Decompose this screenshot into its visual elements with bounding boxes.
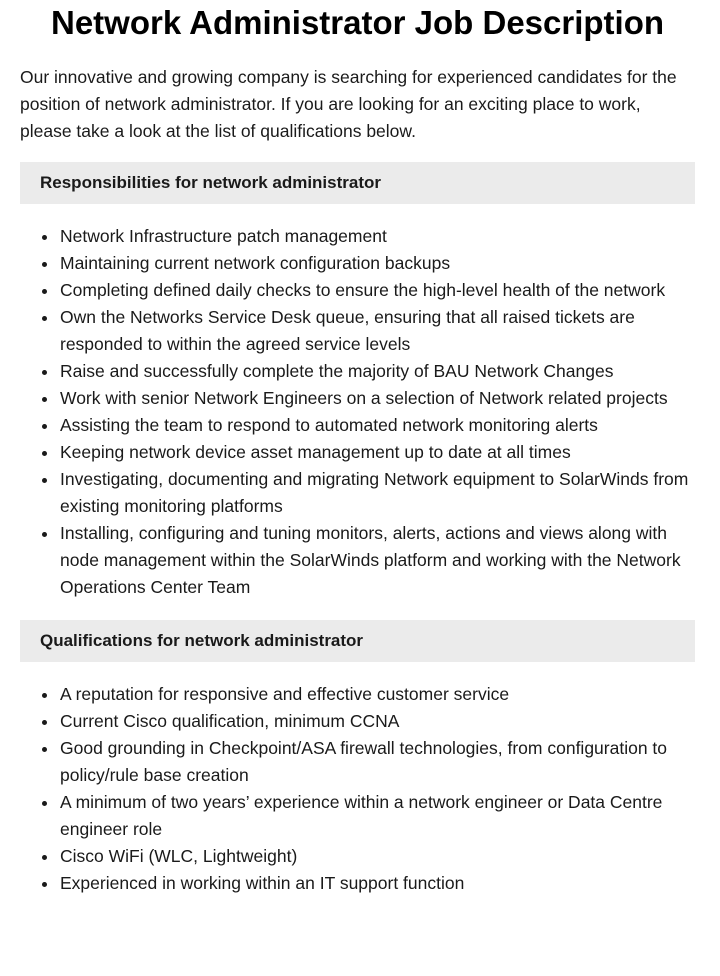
list-item: Assisting the team to respond to automated network monitoring alerts [20,412,695,439]
responsibilities-heading: Responsibilities for network administrator [20,162,695,204]
responsibilities-list [20,223,695,601]
list-item: Maintaining current network configuration backups [20,250,695,277]
list-item: Investigating, documenting and migrating Network equipment to SolarWinds from existing monitoring platforms [20,466,695,520]
list-item: Installing, configuring and tuning monitors, alerts, actions and views along with node management within the SolarWinds platform and working with the Network Operations Center Team [20,520,695,601]
qualifications-list [20,681,695,897]
list-item: Good grounding in Checkpoint/ASA firewall technologies, from configuration to policy/rule base creation [20,735,695,789]
qualifications-heading: Qualifications for network administrator [20,620,695,662]
list-item: Raise and successfully complete the majority of BAU Network Changes [20,358,695,385]
list-item: Keeping network device asset management up to date at all times [20,439,695,466]
list-item: Cisco WiFi (WLC, Lightweight) [20,843,695,870]
list-item: Work with senior Network Engineers on a selection of Network related projects [20,385,695,412]
list-item: Current Cisco qualification, minimum CCNA [20,708,695,735]
intro-paragraph: Our innovative and growing company is searching for experienced candidates for the position of network administrator. If you are looking for an exciting place to work, please take a look at the list of qualifications below. [20,67,677,141]
list-item: Completing defined daily checks to ensure the high-level health of the network [20,277,695,304]
list-item: Experienced in working within an IT support function [20,870,695,897]
list-item: A minimum of two years’ experience within a network engineer or Data Centre engineer role [20,789,695,843]
list-item: Own the Networks Service Desk queue, ensuring that all raised tickets are responded to within the agreed service levels [20,304,695,358]
page-title: Network Administrator Job Description [50,4,665,41]
list-item: Network Infrastructure patch management [20,223,695,250]
list-item: A reputation for responsive and effective customer service [20,681,695,708]
